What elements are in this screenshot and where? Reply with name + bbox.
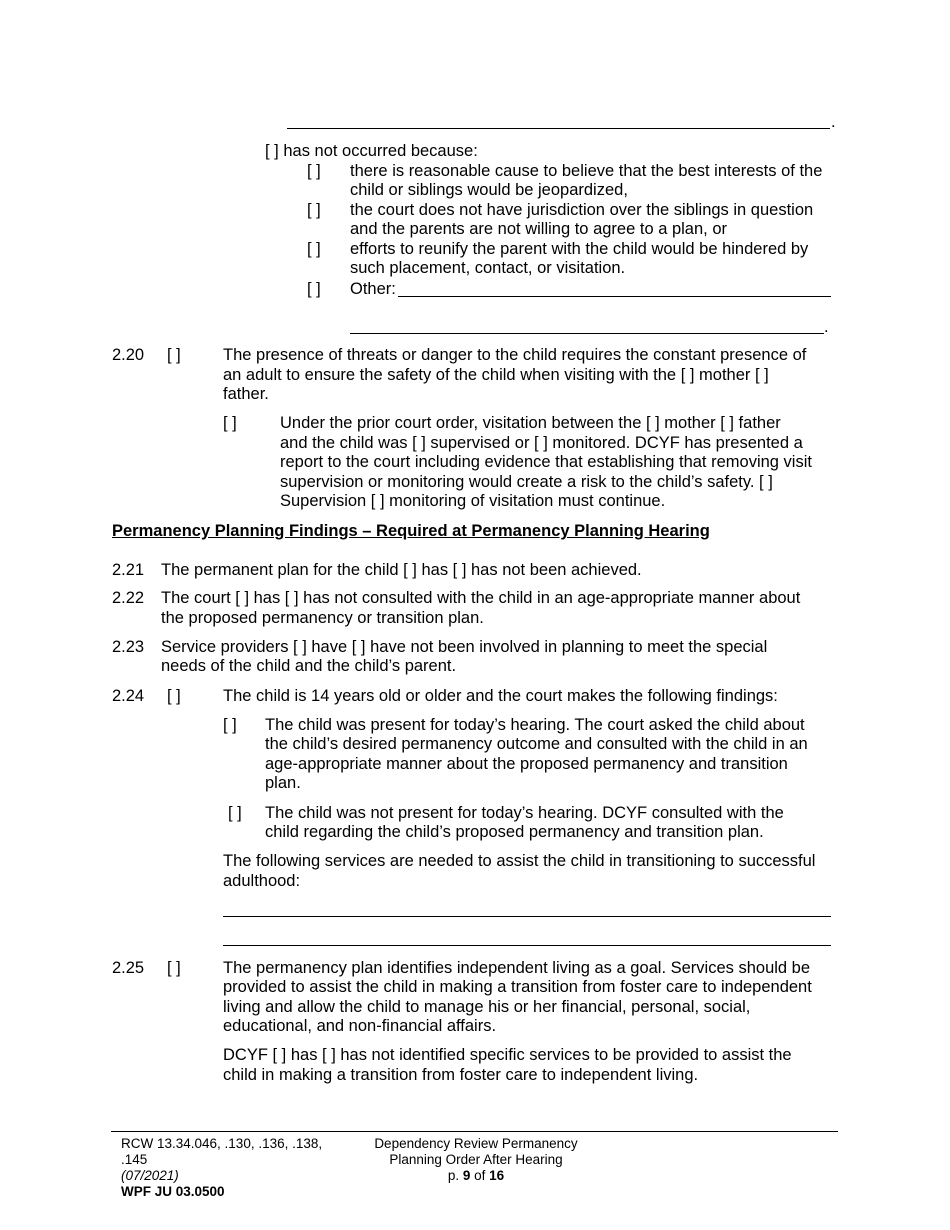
section-text: Service providers [ ] have [ ] have not been involved in planning to meet the special <box>161 638 768 656</box>
section-text: needs of the child and the child’s parent. <box>161 657 457 675</box>
other-input-line-2[interactable] <box>350 333 824 334</box>
section-text: educational, and non-financial affairs. <box>223 1017 497 1035</box>
section-number: 2.21 <box>112 561 145 579</box>
reason-checkbox[interactable]: [ ] <box>307 162 321 180</box>
section-text: The presence of threats or danger to the child requires the constant presence of <box>223 346 807 364</box>
reason-text: there is reasonable cause to believe that the best interests of the <box>350 162 823 180</box>
reason-text: efforts to reunify the parent with the child would be hindered by <box>350 240 809 258</box>
reason-text: such placement, contact, or visitation. <box>350 259 626 277</box>
footer-rcw: RCW 13.34.046, .130, .136, .138, <box>121 1136 323 1151</box>
page-number: 9 <box>462 1168 471 1183</box>
section-text: provided to assist the child in making a transition from foster care to independent <box>223 978 812 996</box>
footer-page <box>326 1168 626 1184</box>
section-text: The permanency plan identifies independent living as a goal. Services should be <box>223 959 811 977</box>
not-present-checkbox[interactable]: [ ] <box>228 804 242 822</box>
section-checkbox[interactable]: [ ] <box>167 687 181 705</box>
section-checkbox[interactable]: [ ] <box>167 346 181 364</box>
other-input-line[interactable] <box>398 296 831 297</box>
footer-title: Planning Order After Hearing <box>389 1152 563 1167</box>
services-input-line-1[interactable] <box>223 916 831 917</box>
present-text: The child was present for today’s hearing. The court asked the child about <box>265 716 805 734</box>
section-text: living and allow the child to manage his or her financial, personal, social, <box>223 998 751 1016</box>
footer-rcw: .145 <box>121 1152 148 1167</box>
present-checkbox[interactable]: [ ] <box>223 716 237 734</box>
present-text: age-appropriate manner about the proposed permanency and transition <box>265 755 788 773</box>
has-not-occurred-option[interactable]: [ ] has not occurred because: <box>265 142 478 160</box>
section-heading: Permanency Planning Findings – Required at Permanency Planning Hearing <box>112 522 710 540</box>
reason-text: child or siblings would be jeopardized, <box>350 181 628 199</box>
page-prefix: p. <box>447 1168 460 1183</box>
section-number: 2.22 <box>112 589 145 607</box>
sub-text: Supervision [ ] monitoring of visitation must continue. <box>280 492 666 510</box>
services-text: The following services are needed to assist the child in transitioning to successful <box>223 852 816 870</box>
section-number: 2.23 <box>112 638 145 656</box>
period: . <box>824 318 829 336</box>
sub-text: report to the court including evidence that establishing that removing visit <box>280 453 812 471</box>
footer-title: Dependency Review Permanency <box>374 1136 578 1151</box>
section-checkbox[interactable]: [ ] <box>167 959 181 977</box>
sub-checkbox[interactable]: [ ] <box>223 414 237 432</box>
dcyf-text: child in making a transition from foster care to independent living. <box>223 1066 699 1084</box>
section-text: the proposed permanency or transition plan. <box>161 609 484 627</box>
footer-form-number: WPF JU 03.0500 <box>121 1184 225 1199</box>
page-of: of <box>474 1168 486 1183</box>
footer-divider <box>111 1131 838 1132</box>
services-input-line-2[interactable] <box>223 945 831 946</box>
section-text: The child is 14 years old or older and the court makes the following findings: <box>223 687 778 705</box>
section-number: 2.25 <box>112 959 145 977</box>
dcyf-text: DCYF [ ] has [ ] has not identified specific services to be provided to assist the <box>223 1046 792 1064</box>
blank-line-top[interactable] <box>287 128 830 129</box>
sub-text: supervision or monitoring would create a risk to the child’s safety. [ ] <box>280 473 773 491</box>
reason-text: the court does not have jurisdiction over the siblings in question <box>350 201 814 219</box>
present-text: the child’s desired permanency outcome and consulted with the child in an <box>265 735 808 753</box>
reason-checkbox[interactable]: [ ] <box>307 201 321 219</box>
section-text: father. <box>223 385 269 403</box>
reason-checkbox[interactable]: [ ] <box>307 240 321 258</box>
footer-date: (07/2021) <box>121 1168 179 1183</box>
section-number: 2.24 <box>112 687 145 705</box>
reason-text: and the parents are not willing to agree to a plan, or <box>350 220 727 238</box>
section-text: The permanent plan for the child [ ] has [ ] has not been achieved. <box>161 561 642 579</box>
not-present-text: The child was not present for today’s hearing. DCYF consulted with the <box>265 804 784 822</box>
not-present-text: child regarding the child’s proposed permanency and transition plan. <box>265 823 764 841</box>
other-checkbox[interactable]: [ ] <box>307 280 321 298</box>
section-text: The court [ ] has [ ] has not consulted with the child in an age-appropriate manner about <box>161 589 801 607</box>
other-label: Other: <box>350 280 396 298</box>
sub-text: Under the prior court order, visitation between the [ ] mother [ ] father <box>280 414 781 432</box>
period: . <box>831 113 836 131</box>
present-text: plan. <box>265 774 301 792</box>
services-text: adulthood: <box>223 872 301 890</box>
sub-text: and the child was [ ] supervised or [ ] monitored. DCYF has presented a <box>280 434 803 452</box>
page-total: 16 <box>489 1168 505 1183</box>
section-number: 2.20 <box>112 346 145 364</box>
section-text: an adult to ensure the safety of the child when visiting with the [ ] mother [ ] <box>223 366 769 384</box>
